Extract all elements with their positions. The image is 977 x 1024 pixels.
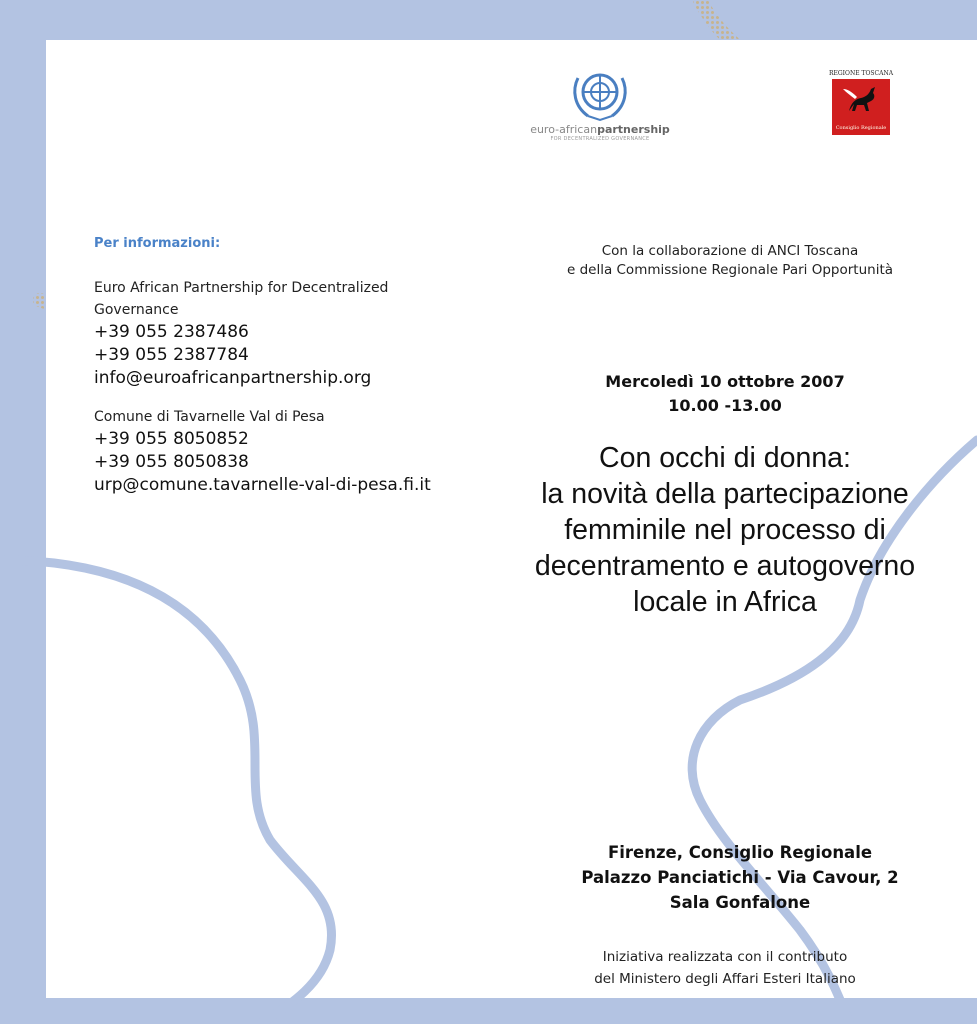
event-datetime [560,370,890,418]
event-time: 10.00 -13.00 [668,396,782,415]
eap-logo [520,64,680,164]
org2-name: Comune di Tavarnelle Val di Pesa [94,409,325,425]
title-line: femminile nel processo di [564,514,886,546]
org2-phone1: +39 055 8050852 [94,429,249,449]
org2-email[interactable]: urp@comune.tavarnelle-val-di-pesa.fi.it [94,475,431,495]
org1-phone1: +39 055 2387486 [94,322,249,342]
collaboration-line2: e della Commissione Regionale Pari Opportunità [566,262,894,278]
venue-line1: Firenze, Consiglio Regionale [607,843,873,862]
pegasus-icon [841,81,881,119]
title-line: locale in Africa [633,586,817,618]
region-name: REGIONE TOSCANA [828,70,894,77]
credit-line2: del Ministero degli Affari Esteri Italiano [594,971,856,987]
eap-wordmark: euro-africanpartnership [530,123,670,136]
credit-line1: Iniziativa realizzata con il contributo [602,949,848,965]
regione-toscana-logo [818,70,904,150]
org1-phone2: +39 055 2387784 [94,345,249,365]
org1-name-line1: Euro African Partnership for Decentralized [94,280,389,296]
org1-name-line2: Governance [94,302,179,318]
eap-subtitle: FOR DECENTRALIZED GOVERNANCE [550,136,650,142]
venue-line3: Sala Gonfalone [669,893,811,912]
title-line: decentramento e autogoverno [534,550,916,582]
region-emblem [832,79,890,135]
title-line: la novità della partecipazione [541,478,909,510]
venue-line2: Palazzo Panciatichi - Via Cavour, 2 [581,868,899,887]
title-line: Con occhi di donna: [599,442,851,474]
collaboration-note [530,242,930,280]
event-date: Mercoledì 10 ottobre 2007 [605,372,845,391]
sponsor-credit [560,946,890,990]
contact-info [94,236,494,497]
un-emblem-icon [568,64,632,124]
council-name: Consiglio Regionale [835,125,887,131]
info-heading: Per informazioni: [94,236,221,251]
org1-email[interactable]: info@euroafricanpartnership.org [94,368,372,388]
event-title [510,440,940,620]
org2-phone2: +39 055 8050838 [94,452,249,472]
event-venue [530,840,950,915]
collaboration-line1: Con la collaborazione di ANCI Toscana [601,243,859,259]
